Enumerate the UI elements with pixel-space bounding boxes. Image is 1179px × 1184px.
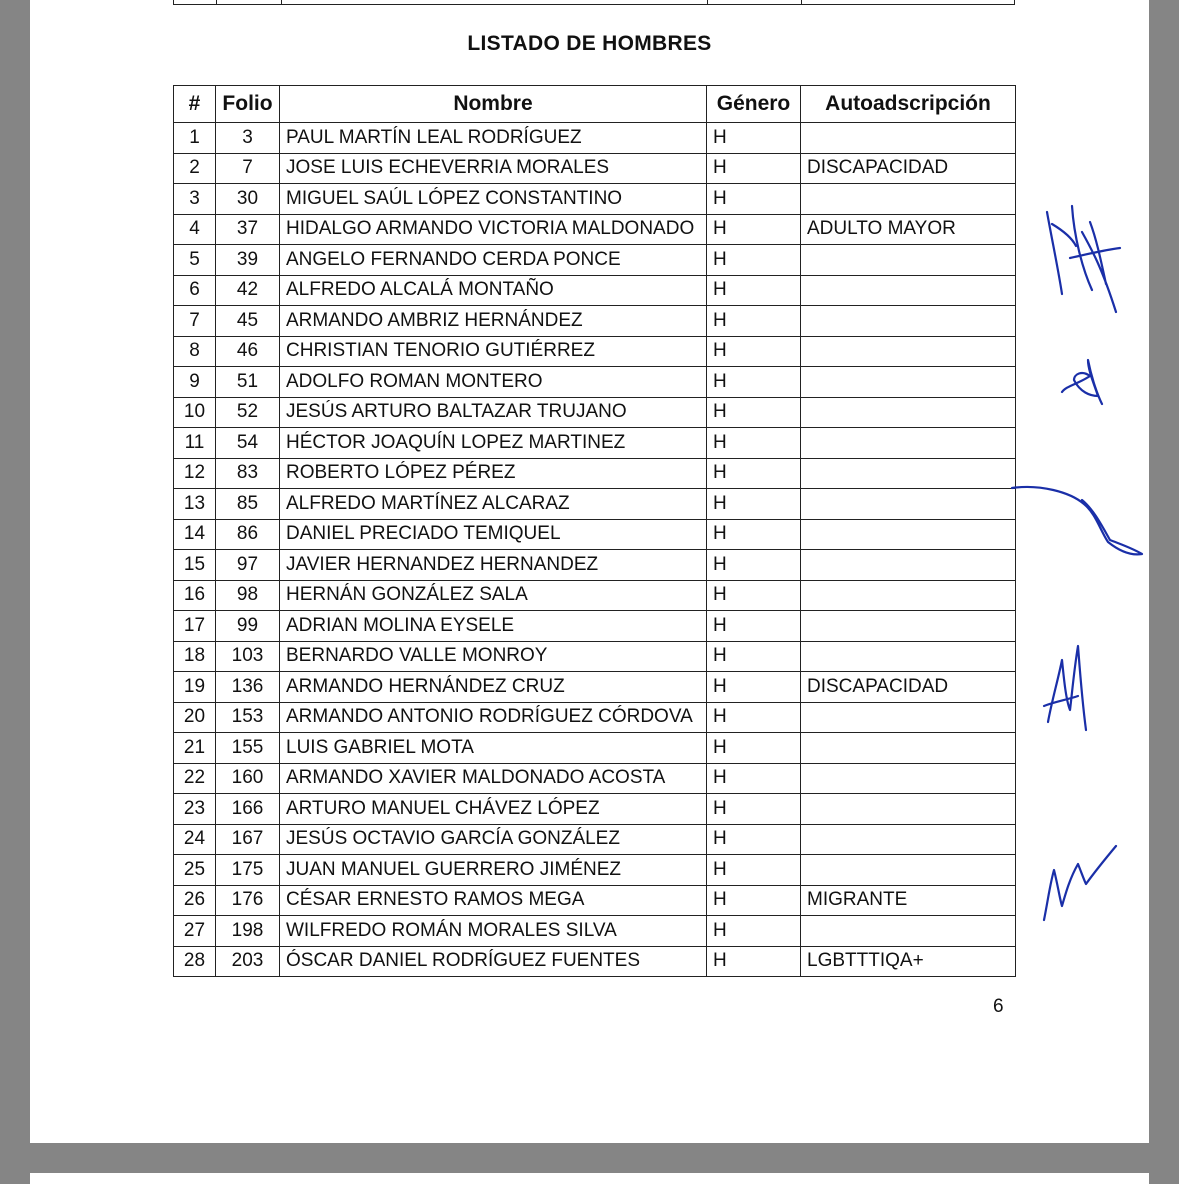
row-number: 22 <box>174 763 216 794</box>
row-number: 16 <box>174 580 216 611</box>
row-nombre: ROBERTO LÓPEZ PÉREZ <box>280 458 707 489</box>
header-genero: Género <box>707 86 801 123</box>
row-folio: 97 <box>216 550 280 581</box>
signature-4 <box>1044 646 1086 730</box>
row-number: 7 <box>174 306 216 337</box>
row-folio: 42 <box>216 275 280 306</box>
row-folio: 37 <box>216 214 280 245</box>
row-nombre: ÓSCAR DANIEL RODRÍGUEZ FUENTES <box>280 946 707 977</box>
row-nombre: ANGELO FERNANDO CERDA PONCE <box>280 245 707 276</box>
row-folio: 3 <box>216 123 280 154</box>
row-genero: H <box>707 946 801 977</box>
row-genero: H <box>707 367 801 398</box>
row-genero: H <box>707 550 801 581</box>
row-number: 4 <box>174 214 216 245</box>
row-number: 11 <box>174 428 216 459</box>
row-genero: H <box>707 306 801 337</box>
row-number: 19 <box>174 672 216 703</box>
row-number: 17 <box>174 611 216 642</box>
row-genero: H <box>707 214 801 245</box>
signature-5 <box>1044 846 1116 920</box>
row-nombre: CHRISTIAN TENORIO GUTIÉRREZ <box>280 336 707 367</box>
row-folio: 153 <box>216 702 280 733</box>
row-folio: 166 <box>216 794 280 825</box>
row-autoadscripcion: DISCAPACIDAD <box>801 672 1016 703</box>
row-autoadscripcion: ADULTO MAYOR <box>801 214 1016 245</box>
row-nombre: ARMANDO XAVIER MALDONADO ACOSTA <box>280 763 707 794</box>
row-genero: H <box>707 275 801 306</box>
row-number: 8 <box>174 336 216 367</box>
next-page-edge <box>30 1173 1149 1184</box>
row-nombre: ARMANDO ANTONIO RODRÍGUEZ CÓRDOVA <box>280 702 707 733</box>
row-nombre: ARMANDO HERNÁNDEZ CRUZ <box>280 672 707 703</box>
row-genero: H <box>707 123 801 154</box>
row-number: 2 <box>174 153 216 184</box>
row-nombre: MIGUEL SAÚL LÓPEZ CONSTANTINO <box>280 184 707 215</box>
row-folio: 198 <box>216 916 280 947</box>
row-nombre: WILFREDO ROMÁN MORALES SILVA <box>280 916 707 947</box>
row-folio: 99 <box>216 611 280 642</box>
row-folio: 54 <box>216 428 280 459</box>
signature-3 <box>1012 487 1142 554</box>
header-autoadscripcion: Autoadscripción <box>801 86 1016 123</box>
header-folio: Folio <box>216 86 280 123</box>
row-nombre: PAUL MARTÍN LEAL RODRÍGUEZ <box>280 123 707 154</box>
row-number: 6 <box>174 275 216 306</box>
row-nombre: JESÚS OCTAVIO GARCÍA GONZÁLEZ <box>280 824 707 855</box>
row-folio: 167 <box>216 824 280 855</box>
row-number: 24 <box>174 824 216 855</box>
row-genero: H <box>707 428 801 459</box>
row-number: 26 <box>174 885 216 916</box>
row-autoadscripcion: MIGRANTE <box>801 885 1016 916</box>
row-genero: H <box>707 489 801 520</box>
row-folio: 39 <box>216 245 280 276</box>
row-number: 14 <box>174 519 216 550</box>
row-number: 28 <box>174 946 216 977</box>
row-folio: 45 <box>216 306 280 337</box>
row-nombre: ALFREDO MARTÍNEZ ALCARAZ <box>280 489 707 520</box>
row-folio: 98 <box>216 580 280 611</box>
signatures <box>30 0 1149 1143</box>
row-genero: H <box>707 153 801 184</box>
row-autoadscripcion: LGBTTTIQA+ <box>801 946 1016 977</box>
signature-1 <box>1047 206 1120 312</box>
row-folio: 160 <box>216 763 280 794</box>
row-genero: H <box>707 611 801 642</box>
row-genero: H <box>707 733 801 764</box>
row-genero: H <box>707 885 801 916</box>
row-nombre: BERNARDO VALLE MONROY <box>280 641 707 672</box>
row-folio: 136 <box>216 672 280 703</box>
row-nombre: ARTURO MANUEL CHÁVEZ LÓPEZ <box>280 794 707 825</box>
row-nombre: ADRIAN MOLINA EYSELE <box>280 611 707 642</box>
row-number: 25 <box>174 855 216 886</box>
row-genero: H <box>707 184 801 215</box>
page-number: 6 <box>993 996 1004 1017</box>
row-nombre: JUAN MANUEL GUERRERO JIMÉNEZ <box>280 855 707 886</box>
row-folio: 30 <box>216 184 280 215</box>
row-nombre: JAVIER HERNANDEZ HERNANDEZ <box>280 550 707 581</box>
row-nombre: LUIS GABRIEL MOTA <box>280 733 707 764</box>
row-folio: 176 <box>216 885 280 916</box>
row-number: 9 <box>174 367 216 398</box>
row-nombre: HIDALGO ARMANDO VICTORIA MALDONADO <box>280 214 707 245</box>
row-number: 13 <box>174 489 216 520</box>
row-number: 23 <box>174 794 216 825</box>
row-genero: H <box>707 794 801 825</box>
header-number: # <box>174 86 216 123</box>
row-folio: 155 <box>216 733 280 764</box>
page-title: LISTADO DE HOMBRES <box>467 32 712 55</box>
row-nombre: ALFREDO ALCALÁ MONTAÑO <box>280 275 707 306</box>
document-page <box>30 0 1149 1143</box>
row-folio: 46 <box>216 336 280 367</box>
row-genero: H <box>707 336 801 367</box>
row-number: 12 <box>174 458 216 489</box>
row-number: 27 <box>174 916 216 947</box>
row-nombre: ARMANDO AMBRIZ HERNÁNDEZ <box>280 306 707 337</box>
row-folio: 7 <box>216 153 280 184</box>
row-genero: H <box>707 824 801 855</box>
row-number: 20 <box>174 702 216 733</box>
row-folio: 85 <box>216 489 280 520</box>
row-genero: H <box>707 672 801 703</box>
row-folio: 86 <box>216 519 280 550</box>
row-genero: H <box>707 916 801 947</box>
row-genero: H <box>707 641 801 672</box>
row-genero: H <box>707 397 801 428</box>
row-genero: H <box>707 245 801 276</box>
row-genero: H <box>707 702 801 733</box>
row-nombre: DANIEL PRECIADO TEMIQUEL <box>280 519 707 550</box>
row-nombre: JESÚS ARTURO BALTAZAR TRUJANO <box>280 397 707 428</box>
row-genero: H <box>707 458 801 489</box>
header-nombre: Nombre <box>280 86 707 123</box>
row-folio: 51 <box>216 367 280 398</box>
row-folio: 52 <box>216 397 280 428</box>
row-autoadscripcion: DISCAPACIDAD <box>801 153 1016 184</box>
row-folio: 83 <box>216 458 280 489</box>
row-folio: 103 <box>216 641 280 672</box>
row-genero: H <box>707 580 801 611</box>
row-number: 1 <box>174 123 216 154</box>
row-folio: 203 <box>216 946 280 977</box>
row-number: 5 <box>174 245 216 276</box>
row-genero: H <box>707 763 801 794</box>
row-nombre: HÉCTOR JOAQUÍN LOPEZ MARTINEZ <box>280 428 707 459</box>
row-nombre: CÉSAR ERNESTO RAMOS MEGA <box>280 885 707 916</box>
row-folio: 175 <box>216 855 280 886</box>
row-genero: H <box>707 519 801 550</box>
row-number: 10 <box>174 397 216 428</box>
row-number: 21 <box>174 733 216 764</box>
row-number: 3 <box>174 184 216 215</box>
row-nombre: JOSE LUIS ECHEVERRIA MORALES <box>280 153 707 184</box>
row-genero: H <box>707 855 801 886</box>
row-number: 18 <box>174 641 216 672</box>
row-number: 15 <box>174 550 216 581</box>
row-nombre: HERNÁN GONZÁLEZ SALA <box>280 580 707 611</box>
row-nombre: ADOLFO ROMAN MONTERO <box>280 367 707 398</box>
signature-2 <box>1062 360 1102 404</box>
